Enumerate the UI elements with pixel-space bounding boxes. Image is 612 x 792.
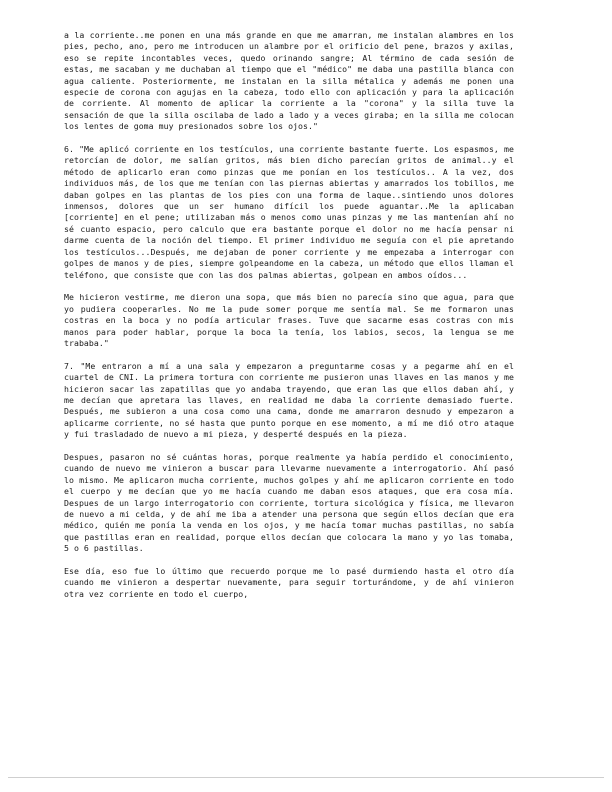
paragraph-testimony-7-end: Ese día, eso fue lo último que recuerdo porque me lo pasé durmiendo hasta el otro día cuando me vinieron a despertar nuevamente, para seguir torturándome, y de ahí vinieron otra vez corriente en todo el cuerpo, (64, 566, 514, 599)
paragraph-testimony-6: 6. "Me aplicó corriente en los testículos, una corriente bastante fuerte. Los espasmos, me retorcían de dolor, me salían gritos, más bien dicho parecían gritos de animal..y el método de aplicarlo eran como pinzas que me ponían en los testículos.. A la vez, dos individuos más, de los que me tenían con las piernas abiertas y amarrados los tobillos, me daban golpes en las plantas de los pies con una forma de laque..sintiendo unos dolores inmensos, dolores que un ser humano difícil los puede aguantar..Me la aplicaban [corriente] en el pene; utilizaban más o menos como unas pinzas y me las mantenían ahí no sé cuanto espacio, pero calculo que era bastante porque el dolor no me hacía pensar ni darme cuenta de la noción del tiempo. El primer individuo me seguía con el pie apretando los testículos...Después, me dejaban de poner corriente y me empezaba a interrogar con golpes de manos y de pies, siempre golpeandome en la cabeza, un método que ellos llaman el teléfono, que consiste que con las dos palmas abiertas, golpean en ambos oídos... (64, 144, 514, 280)
paragraph-testimony-7-cont: Despues, pasaron no sé cuántas horas, porque realmente ya había perdido el conocimiento, cuando de nuevo me vinieron a buscar para llevarme nuevamente a interrogatorio. Ahí pasó lo mismo. Me aplicaron mucha corriente, muchos golpes y ahí me aplicaron corriente en todo el cuerpo y me decían que yo me hacía cuando me daban esos ataques, que era cosa mía. Despues de un largo interrogatorio con corriente, tortura sicológica y física, me llevaron de nuevo a mi celda, y de ahí me iba a atender una persona que según ellos decían que era médico, quién me ponía la venda en los ojos, y me hacía tomar muchas pastillas, no sabía que pastillas eran en realidad, porque ellos decían que colocara la mano y yo las tomaba, 5 o 6 pastillas. (64, 451, 514, 554)
paragraph-continuation: a la corriente..me ponen en una más grande en que me amarran, me instalan alambres en los pies, pecho, ano, pero me introducen un alambre por el orificio del pene, brazos y axilas, eso se repite incontables veces, quedo orinando sangre; Al término de cada sesión de estas, me sacaban y me duchaban al tiempo que el "médico" me daba una pastilla blanca con agua caliente. Posteriormente, me instalan en la silla métalica y además me ponen una especie de corona con agujas en la cabeza, todo ello con aplicación y para la aplicación de corriente. Al momento de aplicar la corriente a la "corona" y la silla tuve la sensación de que la silla oscilaba de lado a lado y a veces giraba; en la silla me colocan los lentes de goma muy presionados sobre los ojos." (64, 30, 514, 132)
paragraph-testimony-7: 7. "Me entraron a mí a una sala y empezaron a preguntarme cosas y a pegarme ahí en el cuartel de CNI. La primera tortura con corriente me pusieron unas llaves en las manos y me hicieron sacar las zapatillas que yo andaba trayendo, que eran las que ellos daban ahí, y me decían que apretara las llaves, en realidad me daba la corriente demasiado fuerte. Después, me subieron a una cosa como una cama, donde me amarraron desnudo y empezaron a aplicarme corriente, no sé hasta que punto porque en ese momento, a mí me dió otro ataque y fui trasladado de nuevo a mi pieza, y desperté después en la pieza. (64, 360, 514, 440)
document-body (64, 30, 514, 600)
paragraph-testimony-6-cont: Me hicieron vestirme, me dieron una sopa, que más bien no parecía sino que agua, para que yo pudiera cooperarles. No me la pude somer porque me sentía mal. Se me formaron unas costras en la boca y no podía articular frases. Tuve que sacarme esas costras con mis manos para poder hablar, porque la boca la tenía, los labios, secos, la lengua se me trababa." (64, 292, 514, 348)
page-bottom-rule (8, 777, 604, 778)
